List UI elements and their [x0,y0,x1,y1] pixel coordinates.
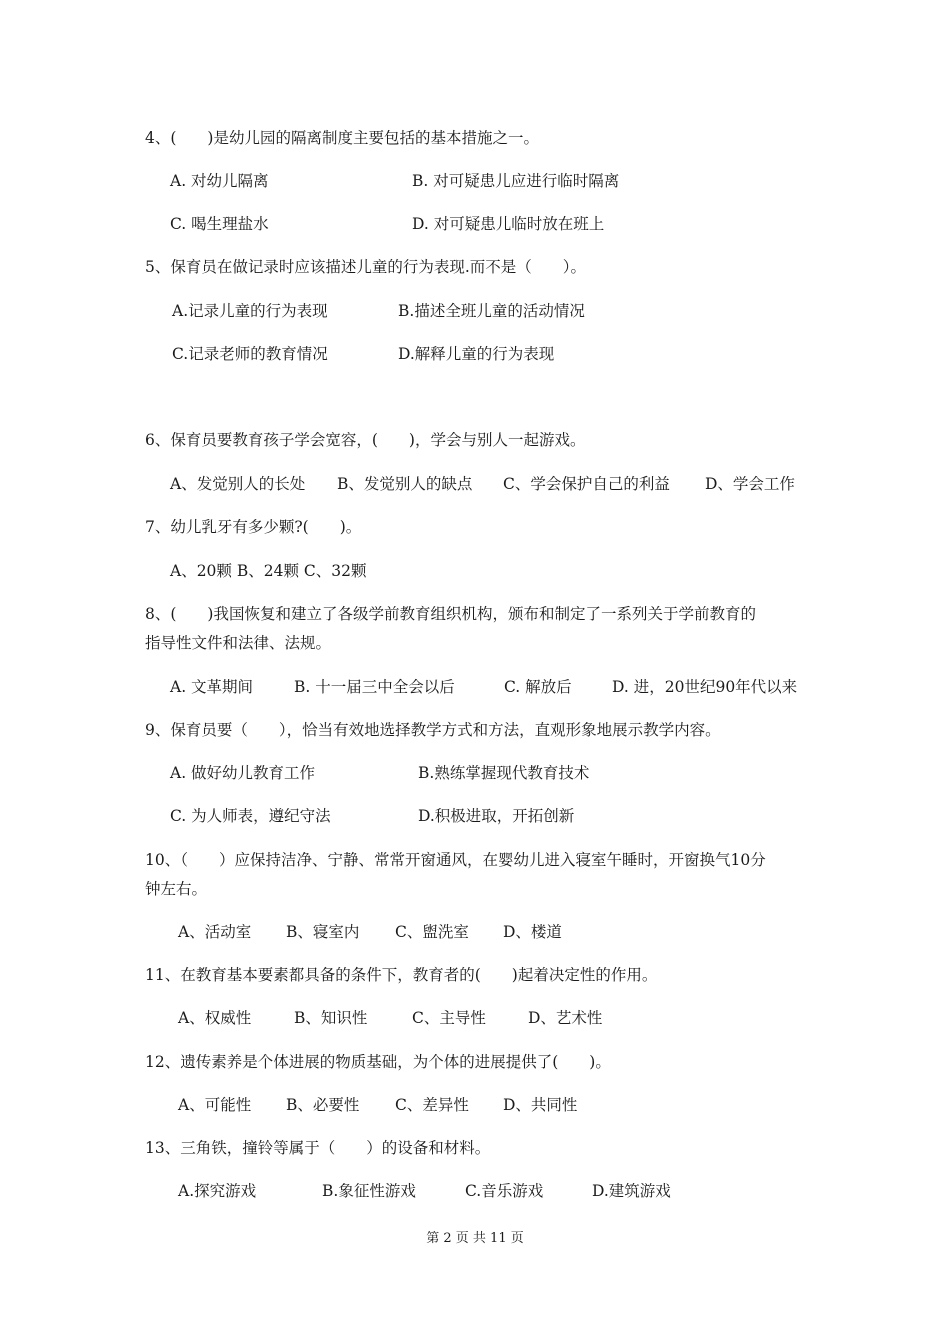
question-9-option-c: C. 为人师表，遵纪守法 [170,807,331,825]
question-13-stem: 13、三角铁，撞铃等属于（ ）的设备和材料。 [145,1139,491,1157]
question-13-option-b: B.象征性游戏 [322,1182,416,1200]
question-10-stem-cont: 钟左右。 [145,880,208,898]
question-12-option-b: B、必要性 [286,1096,360,1114]
question-10-option-d: D、楼道 [503,923,562,941]
question-8-option-d: D. 进，20世纪90年代以来 [612,678,798,696]
question-8-stem: 8、( )我国恢复和建立了各级学前教育组织机构，颁布和制定了一系列关于学前教育的 [145,605,756,623]
question-8-stem-cont: 指导性文件和法律、法规。 [145,634,332,652]
question-10-option-c: C、盥洗室 [395,923,469,941]
question-12-option-c: C、差异性 [395,1096,469,1114]
question-6-option-a: A、发觉别人的长处 [170,475,306,493]
question-8-option-a: A. 文革期间 [170,678,254,696]
question-10-option-b: B、寝室内 [286,923,360,941]
question-5-option-b: B.描述全班儿童的活动情况 [398,302,585,320]
question-12-option-a: A、可能性 [178,1096,252,1114]
question-5-stem: 5、保育员在做记录时应该描述儿童的行为表现.而不是（ ）。 [145,258,587,276]
question-13-option-a: A.探究游戏 [178,1182,257,1200]
question-9-option-b: B.熟练掌握现代教育技术 [418,764,590,782]
page-footer: 第 2 页 共 11 页 [426,1231,524,1246]
question-13-option-d: D.建筑游戏 [592,1182,671,1200]
question-7-options: A、20颗 B、24颗 C、32颗 [170,562,367,580]
question-10-option-a: A、活动室 [178,923,252,941]
question-6-option-d: D、学会工作 [705,475,795,493]
question-11-option-a: A、权威性 [178,1009,252,1027]
question-11-option-c: C、主导性 [412,1009,486,1027]
question-5-option-c: C.记录老师的教育情况 [172,345,328,363]
question-4-option-a: A. 对幼儿隔离 [170,172,269,190]
question-13-option-c: C.音乐游戏 [465,1182,544,1200]
question-12-option-d: D、共同性 [503,1096,578,1114]
question-6-option-c: C、学会保护自己的利益 [503,475,670,493]
question-9-option-a: A. 做好幼儿教育工作 [170,764,316,782]
question-10-stem: 10、（ ）应保持洁净、宁静、常常开窗通风，在婴幼儿进入寝室午睡时，开窗换气10分 [145,851,766,869]
question-7-stem: 7、幼儿乳牙有多少颗?( )。 [145,518,362,536]
question-11-stem: 11、在教育基本要素都具备的条件下，教育者的( )起着决定性的作用。 [145,966,658,984]
question-4-stem: 4、( )是幼儿园的隔离制度主要包括的基本措施之一。 [145,129,539,147]
question-8-option-b: B. 十一届三中全会以后 [294,678,455,696]
question-6-option-b: B、发觉别人的缺点 [337,475,473,493]
question-5-option-a: A.记录儿童的行为表现 [172,302,328,320]
question-12-stem: 12、遗传素养是个体进展的物质基础，为个体的进展提供了( )。 [145,1053,611,1071]
question-11-option-d: D、艺术性 [528,1009,603,1027]
question-6-stem: 6、保育员要教育孩子学会宽容，( )，学会与别人一起游戏。 [145,431,586,449]
question-4-option-c: C. 喝生理盐水 [170,215,269,233]
question-9-stem: 9、保育员要（ ），恰当有效地选择教学方式和方法，直观形象地展示教学内容。 [145,721,721,739]
question-9-option-d: D.积极进取，开拓创新 [418,807,575,825]
question-4-option-b: B. 对可疑患儿应进行临时隔离 [412,172,620,190]
question-4-option-d: D. 对可疑患儿临时放在班上 [412,215,605,233]
question-11-option-b: B、知识性 [294,1009,368,1027]
question-8-option-c: C. 解放后 [504,678,572,696]
question-5-option-d: D.解释儿童的行为表现 [398,345,555,363]
